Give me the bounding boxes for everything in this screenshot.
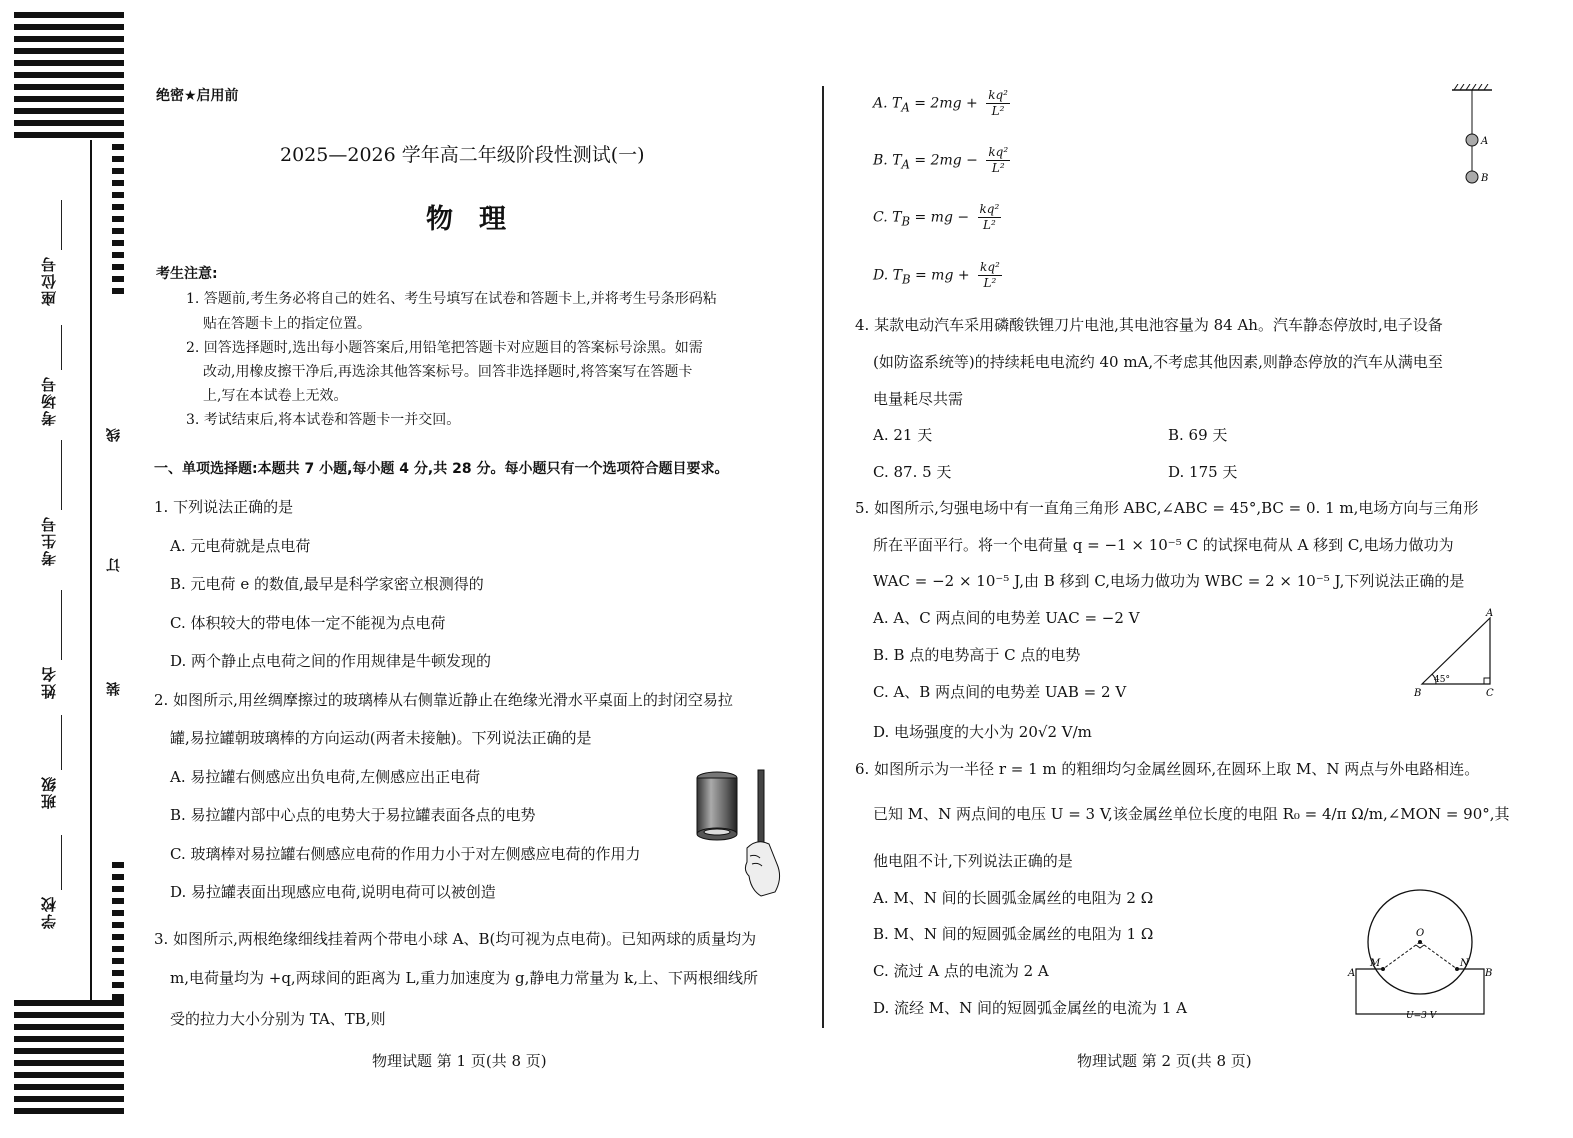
q1-stem: 1. 下列说法正确的是 xyxy=(154,498,294,516)
notice-line: 改动,用橡皮擦干净后,再选涂其他答案标号。回答非选择题时,将答案写在答题卡 xyxy=(203,364,693,380)
q4-stem-line: 4. 某款电动汽车采用磷酸铁锂刀片电池,其电池容量为 84 Ah。汽车静态停放时,电子设备 xyxy=(855,316,1443,334)
q3-c-fraction xyxy=(978,202,1002,233)
vertex-c-label: C xyxy=(1486,688,1494,699)
q2-option-c: C. 玻璃棒对易拉罐右侧感应电荷的作用力小于对左侧感应电荷的作用力 xyxy=(170,845,641,863)
cut-mark-line: 线 xyxy=(106,428,122,442)
triangle-figure xyxy=(1410,606,1500,702)
q3-b-prefix: B. T xyxy=(873,152,902,169)
q3-a-sub: A xyxy=(901,100,910,115)
room-number-line xyxy=(61,325,62,370)
hanging-balls-figure xyxy=(1448,84,1496,188)
q3-c-mid: = mg − xyxy=(910,209,974,226)
point-m-dot xyxy=(1381,967,1385,971)
q3-stem-line: m,电荷量均为 +q,两球间的距离为 L,重力加速度为 g,静电力常量为 k,上、下两根细线所 xyxy=(170,969,758,987)
q3-d-prefix: D. T xyxy=(873,267,902,284)
q2-option-b: B. 易拉罐内部中心点的电势大于易拉罐表面各点的电势 xyxy=(170,806,536,824)
q4-stem-line: (如防盗系统等)的持续耗电电流约 40 mA,不考虑其他因素,则静态停放的汽车从满电至 xyxy=(873,353,1443,371)
q2-stem-line: 罐,易拉罐朝玻璃棒的方向运动(两者未接触)。下列说法正确的是 xyxy=(170,729,592,747)
ball-b xyxy=(1466,171,1478,183)
q3-d-sub: B xyxy=(901,272,911,287)
q3-c-sub: B xyxy=(901,214,911,229)
notice-line: 上,写在本试卷上无效。 xyxy=(203,388,348,404)
q4-option-c: C. 87. 5 天 xyxy=(873,463,952,481)
binding-border xyxy=(90,140,92,1000)
fraction-denominator: L² xyxy=(983,276,997,290)
class-label: 班级 xyxy=(40,775,58,809)
footer-page-2: 物理试题 第 2 页(共 8 页) xyxy=(1077,1052,1252,1070)
subject-title: 物理 xyxy=(426,204,532,235)
candidate-number-line xyxy=(61,440,62,510)
ball-a-label: A xyxy=(1481,136,1489,147)
radius-on xyxy=(1420,942,1457,969)
q2-option-a: A. 易拉罐右侧感应出负电荷,左侧感应出正电荷 xyxy=(170,768,481,786)
q3-b-sub: A xyxy=(901,157,910,172)
notice-heading: 考生注意: xyxy=(156,266,218,282)
q3-a-fraction xyxy=(986,88,1010,119)
q4-option-b: B. 69 天 xyxy=(1168,426,1228,444)
footer-page-1: 物理试题 第 1 页(共 8 页) xyxy=(372,1052,547,1070)
cut-mark-bind: 装 xyxy=(106,682,122,696)
q4-stem-line: 电量耗尽共需 xyxy=(873,390,964,408)
fraction-denominator: L² xyxy=(991,161,1005,175)
q5-stem-line: 所在平面平行。将一个电荷量 q = −1 × 10⁻⁵ C 的试探电荷从 A 移到 C,电场力做功为 xyxy=(873,536,1454,554)
q3-c-prefix: C. T xyxy=(873,209,902,226)
q3-option-b xyxy=(873,145,1010,176)
fraction-denominator: L² xyxy=(983,218,996,232)
external-circuit xyxy=(1356,969,1484,1014)
q3-d-fraction xyxy=(978,260,1002,291)
q5-option-c: C. A、B 两点间的电势差 UAB = 2 V xyxy=(873,683,1127,701)
exam-title: 2025—2026 学年高二年级阶段性测试(一) xyxy=(280,144,645,166)
center-label: O xyxy=(1416,928,1425,939)
fraction-numerator: kq² xyxy=(979,202,1000,216)
name-label: 姓名 xyxy=(40,665,58,699)
q6-option-c: C. 流过 A 点的电流为 2 A xyxy=(873,962,1049,980)
point-a-label: A xyxy=(1348,968,1356,979)
q1-option-c: C. 体积较大的带电体一定不能视为点电荷 xyxy=(170,614,446,632)
voltage-label: U=3 V xyxy=(1406,1011,1437,1021)
q5-stem-line: WAC = −2 × 10⁻⁵ J,由 B 移到 C,电场力做功为 WBC = 2 × 10⁻⁵ J,下列说法正确的是 xyxy=(873,572,1465,590)
point-n-dot xyxy=(1455,967,1459,971)
q1-option-a: A. 元电荷就是点电荷 xyxy=(170,537,311,555)
notice-line: 1. 答题前,考生务必将自己的姓名、考生号填写在试卷和答题卡上,并将考生号条形码粘 xyxy=(186,291,717,307)
point-n-label: N xyxy=(1460,958,1469,969)
q3-stem-line: 受的拉力大小分别为 TA、TB,则 xyxy=(170,1010,386,1028)
vertex-a-label: A xyxy=(1486,608,1494,619)
q3-b-mid: = 2mg − xyxy=(909,152,983,169)
class-line xyxy=(61,715,62,770)
notice-line: 3. 考试结束后,将本试卷和答题卡一并交回。 xyxy=(186,412,461,428)
seat-number-line xyxy=(61,200,62,250)
q3-option-a xyxy=(873,88,1010,119)
q5-option-a: A. A、C 两点间的电势差 UAC = −2 V xyxy=(873,609,1140,627)
point-b-label: B xyxy=(1485,968,1493,979)
center-dot xyxy=(1418,940,1422,944)
section-heading: 一、单项选择题:本题共 7 小题,每小题 4 分,共 28 分。每小题只有一个选项符合题目要求。 xyxy=(154,461,729,477)
q6-stem-line: 已知 M、N 两点间的电压 U = 3 V,该金属丝单位长度的电阻 R₀ = 4/π Ω/m,∠MON = 90°,其 xyxy=(873,805,1510,823)
q2-option-d: D. 易拉罐表面出现感应电荷,说明电荷可以被创造 xyxy=(170,883,496,901)
notice-line: 贴在答题卡上的指定位置。 xyxy=(203,316,371,332)
angle-label: 45° xyxy=(1434,675,1450,685)
ceiling-hatch xyxy=(1454,84,1488,90)
q5-option-d: D. 电场强度的大小为 20√2 V/m xyxy=(873,723,1092,741)
school-label: 学校 xyxy=(40,895,58,929)
fraction-numerator: kq² xyxy=(988,145,1009,159)
q3-d-mid: = mg + xyxy=(910,267,975,284)
ball-a xyxy=(1466,134,1478,146)
q3-option-d xyxy=(873,260,1002,291)
q4-option-d: D. 175 天 xyxy=(1168,463,1238,481)
notice-line: 2. 回答选择题时,选出每小题答案后,用铅笔把答题卡对应题目的答案标号涂黑。如需 xyxy=(186,340,703,356)
can-and-rod-figure xyxy=(692,768,792,900)
right-angle-mark xyxy=(1416,945,1424,948)
page-divider xyxy=(822,86,824,1028)
name-line xyxy=(61,590,62,660)
q3-stem-line: 3. 如图所示,两根绝缘细线挂着两个带电小球 A、B(均可视为点电荷)。已知两球的质量均为 xyxy=(154,930,757,948)
candidate-number-label: 考生号 xyxy=(40,515,58,566)
q6-option-a: A. M、N 间的长圆弧金属丝的电阻为 2 Ω xyxy=(873,889,1154,907)
fraction-numerator: kq² xyxy=(980,260,1000,274)
q6-stem-line: 他电阻不计,下列说法正确的是 xyxy=(873,852,1073,870)
q3-a-mid: = 2mg + xyxy=(909,95,983,112)
q1-option-d: D. 两个静止点电荷之间的作用规律是牛顿发现的 xyxy=(170,652,492,670)
point-m-label: M xyxy=(1370,958,1381,969)
ring-circuit-figure xyxy=(1344,884,1494,1024)
secret-label: 绝密★启用前 xyxy=(156,88,239,104)
seat-number-label: 座位号 xyxy=(40,255,58,306)
radius-om xyxy=(1383,942,1420,969)
right-angle-mark xyxy=(1484,678,1490,684)
q3-option-c xyxy=(873,202,1001,233)
fraction-denominator: L² xyxy=(991,104,1005,118)
fraction-numerator: kq² xyxy=(988,88,1008,102)
q5-stem-line: 5. 如图所示,匀强电场中有一直角三角形 ABC,∠ABC = 45°,BC = 0. 1 m,电场方向与三角形 xyxy=(855,499,1479,517)
cut-mark-staple: 订 xyxy=(106,558,122,572)
q6-option-d: D. 流经 M、N 间的短圆弧金属丝的电流为 1 A xyxy=(873,999,1187,1017)
q4-option-a: A. 21 天 xyxy=(873,426,933,444)
room-number-label: 考场号 xyxy=(40,375,58,426)
ball-b-label: B xyxy=(1481,173,1489,184)
vertex-b-label: B xyxy=(1414,688,1422,699)
q1-option-b: B. 元电荷 e 的数值,最早是科学家密立根测得的 xyxy=(170,575,484,593)
q5-option-b: B. B 点的电势高于 C 点的电势 xyxy=(873,646,1081,664)
q3-b-fraction xyxy=(986,145,1010,176)
q2-stem-line: 2. 如图所示,用丝绸摩擦过的玻璃棒从右侧靠近静止在绝缘光滑水平桌面上的封闭空易拉 xyxy=(154,691,733,709)
q6-option-b: B. M、N 间的短圆弧金属丝的电阻为 1 Ω xyxy=(873,925,1154,943)
q6-stem-line: 6. 如图所示为一半径 r = 1 m 的粗细均匀金属丝圆环,在圆环上取 M、N 两点与外电路相连。 xyxy=(855,760,1480,778)
school-line xyxy=(61,835,62,890)
q3-a-prefix: A. T xyxy=(873,95,902,112)
